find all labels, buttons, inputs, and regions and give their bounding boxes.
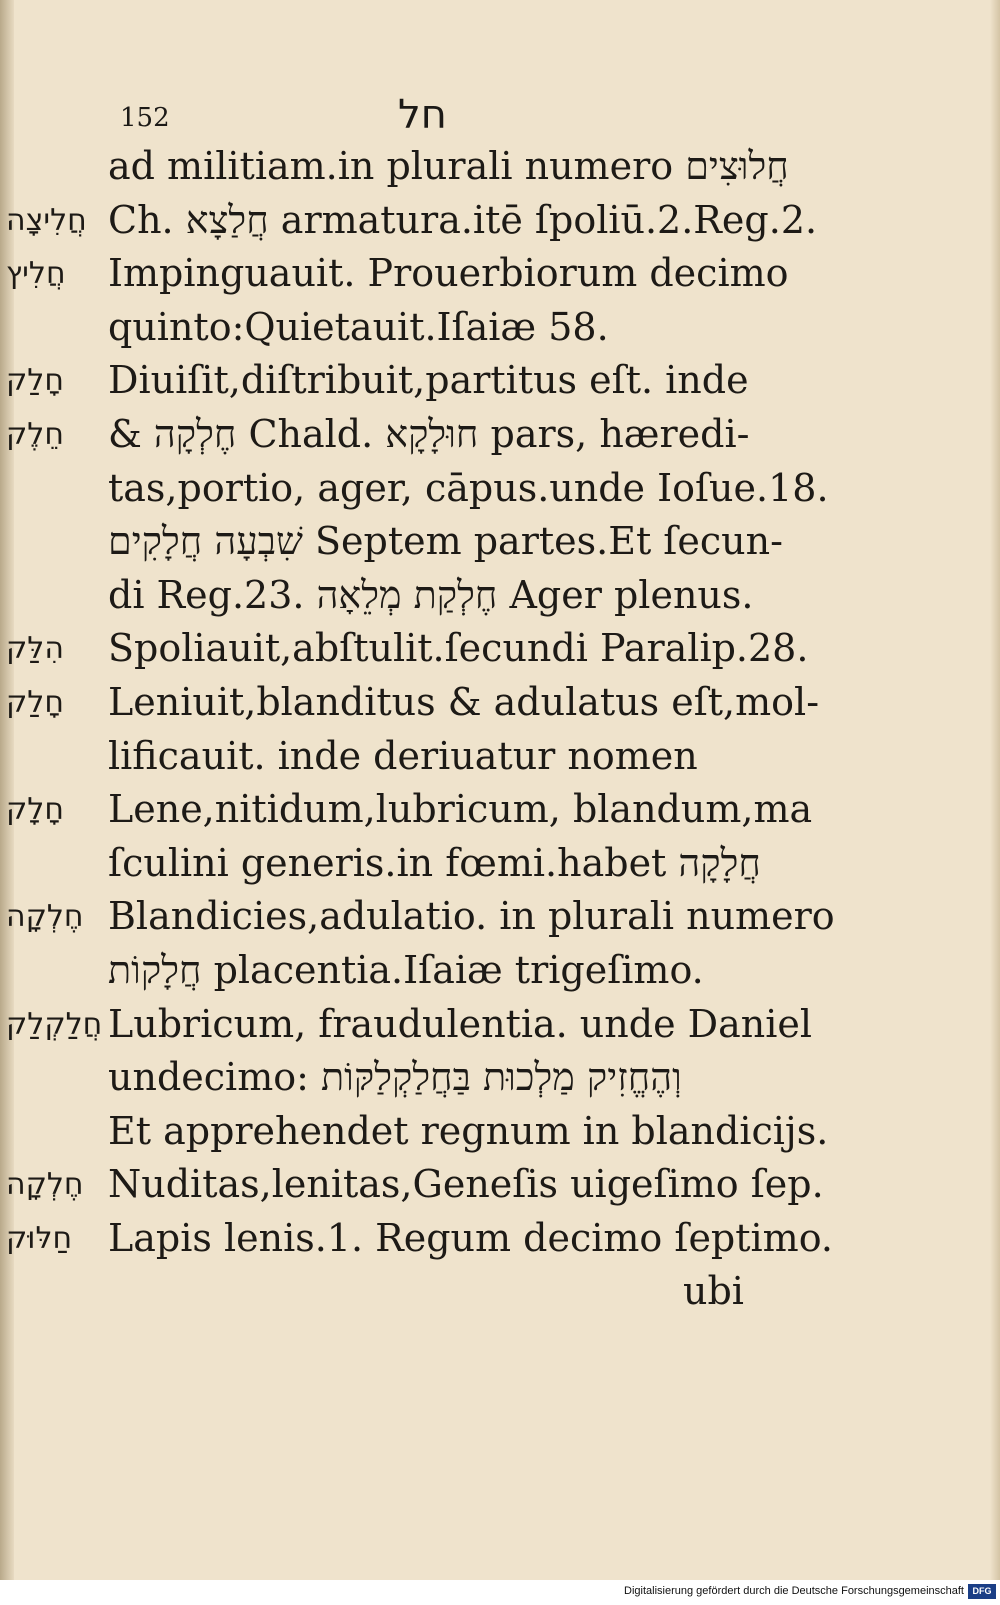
text-line — [0, 837, 1000, 891]
digitization-footer — [0, 1580, 1000, 1605]
line-text: lificauit. inde deriuatur nomen — [108, 733, 698, 778]
text-block — [0, 140, 1000, 1319]
line-text: quinto:Quietauit.Iſaiæ 58. — [108, 304, 609, 349]
line-text: Lubricum, fraudulentia. unde Daniel — [108, 1001, 813, 1046]
text-line — [0, 1105, 1000, 1159]
text-line — [0, 1212, 1000, 1266]
text-line — [0, 140, 1000, 194]
margin-heading: חֵלֶק — [6, 416, 64, 452]
text-line — [0, 783, 1000, 837]
margin-heading: חֲלַקְלַק — [6, 1006, 103, 1042]
margin-heading: חֲלִיצָה — [6, 202, 87, 238]
line-text: di Reg.23. חֶלְקַת מְלֵאָה Ager plenus. — [108, 572, 754, 617]
margin-heading: חֶלְקָה — [6, 1167, 84, 1203]
text-line — [0, 676, 1000, 730]
text-line — [0, 194, 1000, 248]
catchword: ubi — [683, 1269, 744, 1314]
line-text: Nuditas,lenitas,Geneſis uigeſimo ſep. — [108, 1162, 824, 1207]
page-number: 152 — [120, 103, 170, 133]
catchword-line — [0, 1265, 1000, 1319]
line-text: Lapis lenis.1. Regum decimo ſeptimo. — [108, 1215, 834, 1260]
text-line — [0, 569, 1000, 623]
text-line — [0, 354, 1000, 408]
footer-credit: Digitalisierung gefördert durch die Deutsche Forschungsgemeinschaft — [624, 1585, 964, 1597]
line-text: שִׁבְעָה חֲלָקִים Septem partes.Et ſecun- — [108, 519, 783, 564]
line-text: Leniuit,blanditus & adulatus eſt,mol- — [108, 679, 820, 724]
line-text: Lene,nitidum,lubricum, blandum,ma — [108, 787, 813, 832]
line-text: Blandicies,adulatio. in plurali numero — [108, 894, 835, 939]
text-line — [0, 944, 1000, 998]
text-line — [0, 622, 1000, 676]
text-line — [0, 247, 1000, 301]
text-line — [0, 515, 1000, 569]
dfg-logo: DFG — [968, 1584, 996, 1599]
margin-heading: חֲלִיץ — [6, 256, 66, 292]
text-line — [0, 1158, 1000, 1212]
margin-heading: הִלַּק — [6, 631, 64, 667]
margin-heading: חָלָק — [6, 792, 64, 828]
margin-heading: חַלּוּק — [6, 1220, 73, 1256]
line-text: חֲלָקוֹת placentia.Iſaiæ trigeſimo. — [108, 947, 704, 992]
line-text: ſculini generis.in fœmi.habet חֲלָקָה — [108, 840, 761, 885]
line-text: Impinguauit. Prouerbiorum decimo — [108, 251, 789, 296]
line-text: Et apprehendet regnum in blandicijs. — [108, 1108, 829, 1153]
text-line — [0, 462, 1000, 516]
line-text: ad militiam.in plurali numero חֲלוּצִים — [108, 144, 789, 188]
margin-heading: חֶלְקָה — [6, 899, 84, 935]
line-text: undecimo: וְהֶחֱזִיק מַלְכוּת בַּחֲלַקְלַקּוֹת — [108, 1055, 682, 1100]
text-line — [0, 1051, 1000, 1105]
line-text: Diuiſit,diſtribuit,partitus eſt. inde — [108, 358, 749, 403]
line-text: & חֶלְקָה Chald. חוּלָקָא pars, hæredi- — [108, 411, 750, 456]
margin-heading: חָלַק — [6, 363, 64, 399]
text-line — [0, 730, 1000, 784]
line-text: Ch. חֲלַצָא armatura.itē ſpoliū.2.Reg.2. — [108, 197, 818, 242]
text-line — [0, 998, 1000, 1052]
text-line — [0, 890, 1000, 944]
running-head: חל — [398, 92, 447, 138]
text-line — [0, 408, 1000, 462]
text-line — [0, 301, 1000, 355]
line-text: tas,portio, ager, cāpus.unde Ioſue.18. — [108, 465, 829, 510]
margin-heading: חָלַק — [6, 684, 64, 720]
line-text: Spoliauit,abſtulit.ſecundi Paralip.28. — [108, 626, 809, 671]
